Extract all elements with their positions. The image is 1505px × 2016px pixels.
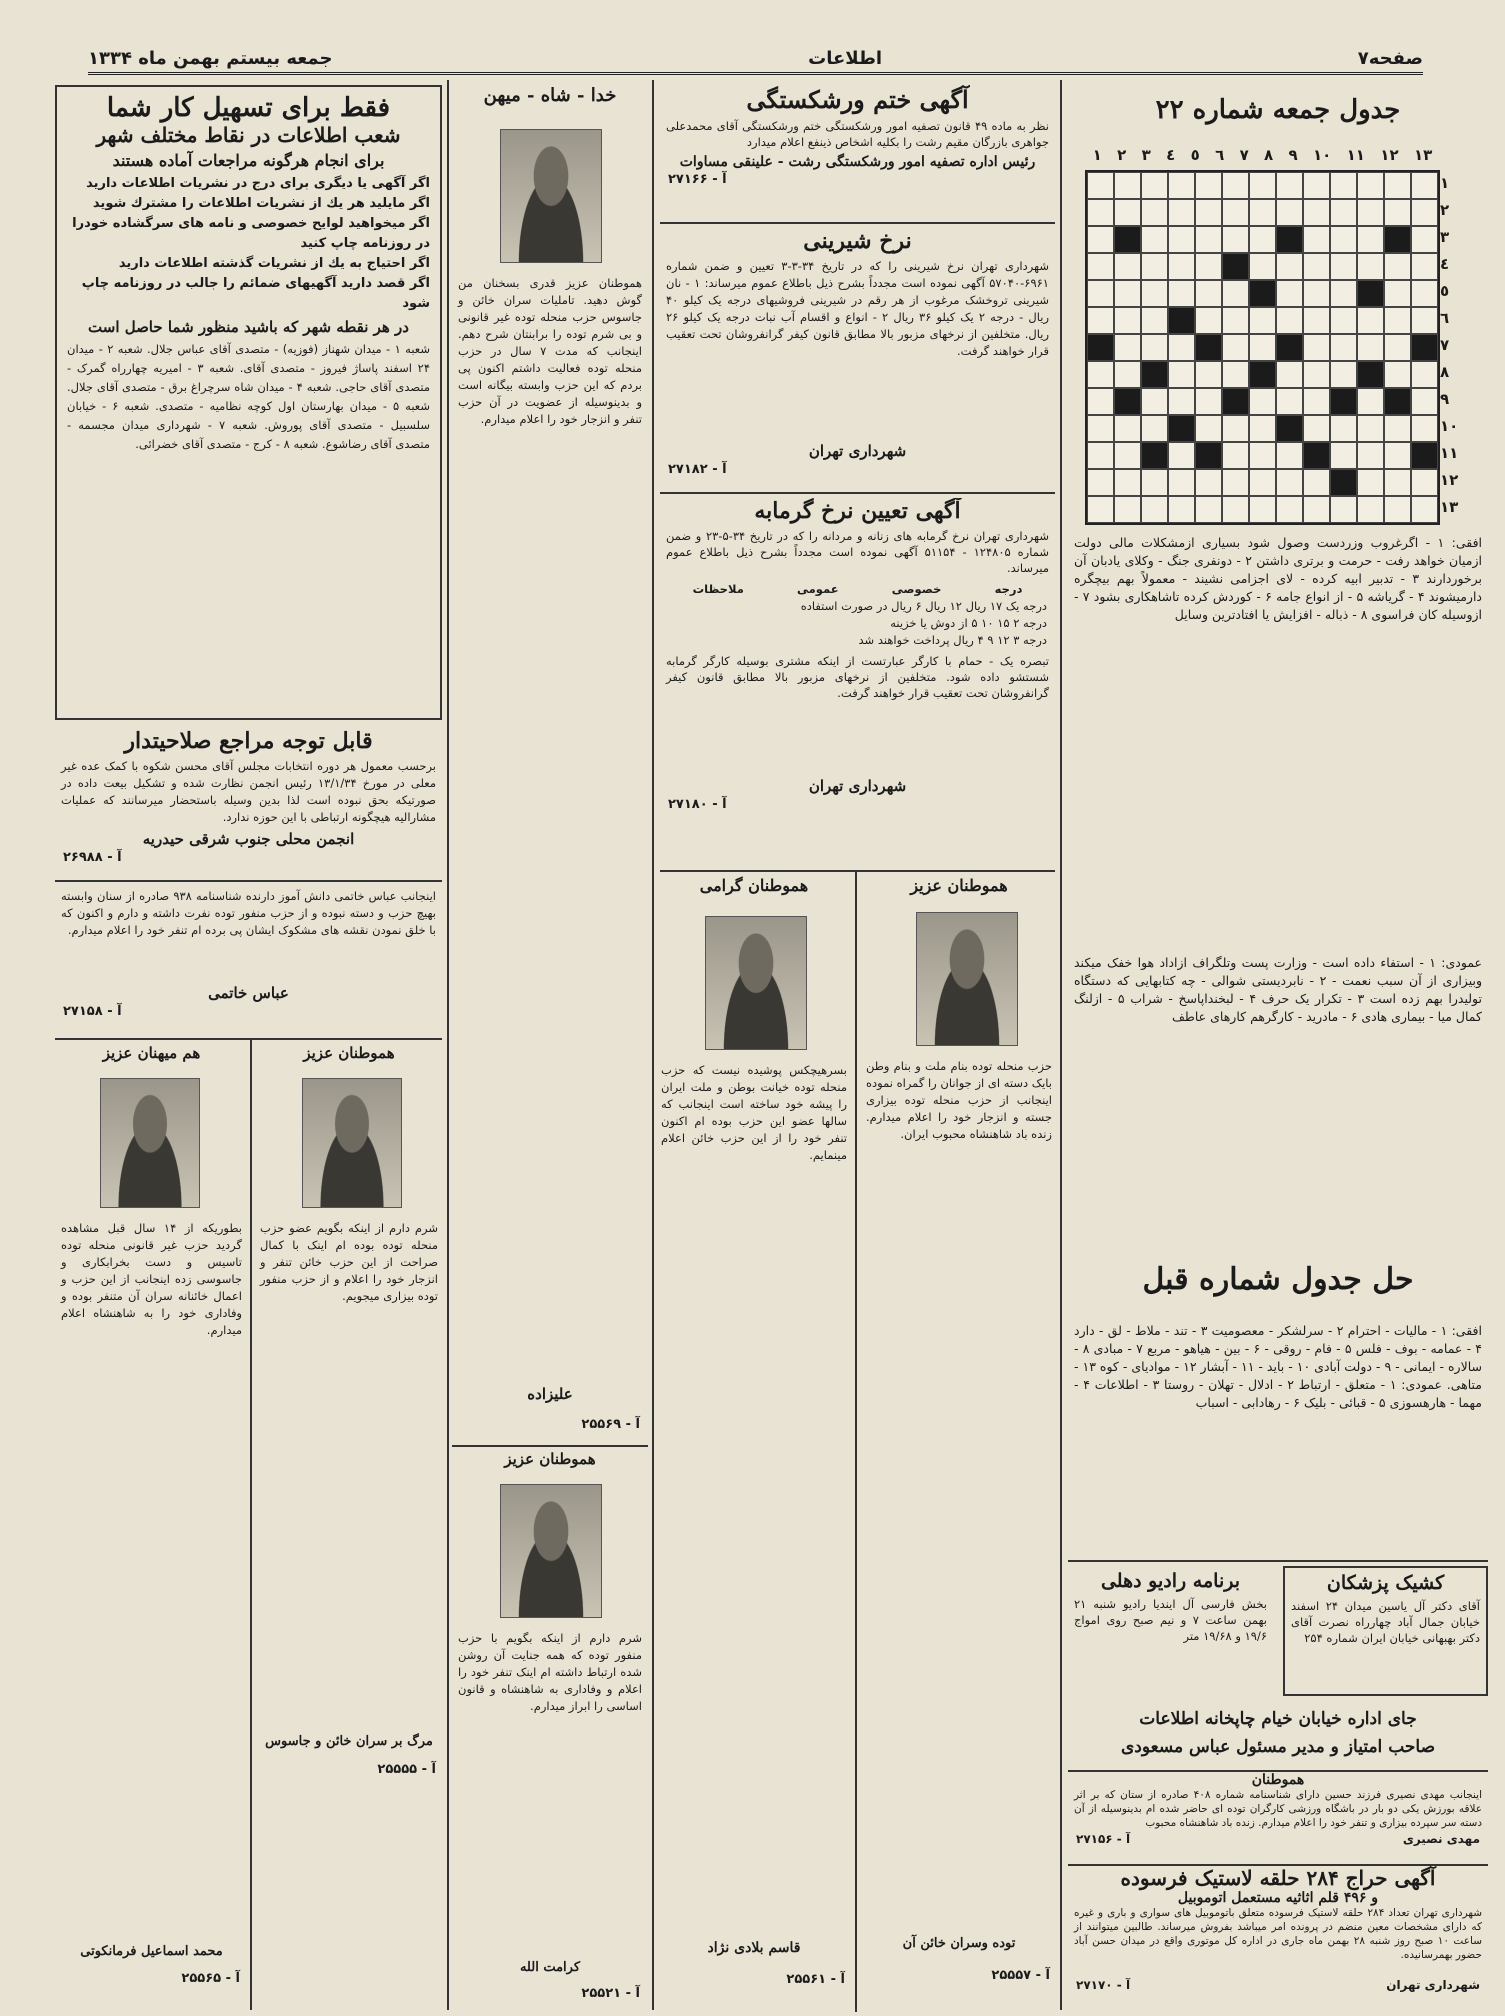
crossword-cell bbox=[1222, 442, 1249, 469]
bathhouse-price-notice: آگهی تعیین نرخ گرمابه شهرداری تهران نرخ گرمابه های زنانه و مردانه را که در تاریخ ۳۴-۵-۲۳ و ضمن شماره ۱۲۴۸۰۵ - ۵۱۱۵۴ آگهی نموده است مجدداً بشرح ذیل باطلاع عموم میرساند. درجه خصوصی عمومی ملاحظات درجه یک ۱۷ ریال ۱۲ ریال ۶ ریال در صورت استفاده درجه ۲ ۱۵ ۱۰ ۵ از دوش یا خزینه درجه ۳ ۱۲ ۹ ۴ ریال پرداخت خواهند شد تبصره یک - حمام با کارگر عبارتست از اینکه مشتری بوسیله کارگر گرمابه شستشو داده شود. متخلفین از نرخهای مزبور بالا مطابق قانون کیفر گرانفروشان تحت تعقیب قرار خواهند گرفت. شهرداری تهران آ - ۲۷۱۸۰ bbox=[660, 498, 1055, 868]
crossword-cell bbox=[1411, 253, 1438, 280]
crossword-cell bbox=[1357, 388, 1384, 415]
solution-title: حل جدول شماره قبل bbox=[1142, 1262, 1414, 1297]
crossword-cell bbox=[1384, 280, 1411, 307]
crossword-cell bbox=[1141, 334, 1168, 361]
crossword-cell bbox=[1384, 172, 1411, 199]
doctors-radio-box bbox=[1068, 1566, 1488, 1701]
crossword-row-number: ١ bbox=[1440, 174, 1450, 192]
crossword-title: جدول جمعه شماره ۲۲ bbox=[1155, 95, 1401, 125]
crossword-cell bbox=[1330, 172, 1357, 199]
crossword-cell bbox=[1357, 172, 1384, 199]
crossword-cell bbox=[1249, 334, 1276, 361]
crossword-col-number: ١٠ bbox=[1313, 146, 1332, 164]
divider bbox=[660, 222, 1055, 224]
notice-compatriots-d: هم میهنان عزیز بطوریکه از ۱۴ سال قبل مشاهده گردید حزب غیر قانونی منحله توده تاسیس و دست بخرابکاری و جاسوسی زده اینجانب از این حزب و اعمال خائنانه سران آن متنفر بوده و وفاداری خود را به شاهنشاه اعلام میدارم. محمد اسماعیل فرمانکوتی آ - ۲۵۵۶۵ bbox=[61, 1044, 243, 1986]
portrait-photo bbox=[500, 129, 602, 263]
table-row: درجه ۲ ۱۵ ۱۰ ۵ از دوش یا خزینه bbox=[890, 616, 1047, 630]
crossword-cell bbox=[1195, 442, 1222, 469]
crossword-cell bbox=[1411, 172, 1438, 199]
crossword-cell bbox=[1276, 415, 1303, 442]
crossword-cell bbox=[1249, 253, 1276, 280]
crossword-row-number: ١٠ bbox=[1440, 417, 1459, 435]
crossword-cell bbox=[1249, 307, 1276, 334]
crossword-cell bbox=[1303, 415, 1330, 442]
crossword-row-numbers bbox=[1440, 170, 1462, 521]
crossword-cell bbox=[1087, 307, 1114, 334]
list-item: اگر آگهی یا دیگری برای درج در نشریات اطلاعات دارید bbox=[86, 176, 430, 191]
crossword-cell bbox=[1141, 307, 1168, 334]
crossword-cell bbox=[1357, 226, 1384, 253]
crossword-cell bbox=[1303, 442, 1330, 469]
crossword-cell bbox=[1303, 199, 1330, 226]
crossword-col-number: ٦ bbox=[1215, 146, 1225, 164]
crossword-cell bbox=[1384, 334, 1411, 361]
crossword-cell bbox=[1303, 388, 1330, 415]
crossword-cell bbox=[1087, 442, 1114, 469]
crossword-cell bbox=[1222, 469, 1249, 496]
portrait-photo bbox=[302, 1078, 402, 1208]
crossword-cell bbox=[1195, 361, 1222, 388]
page-header bbox=[88, 45, 1423, 75]
crossword-cell bbox=[1276, 496, 1303, 523]
crossword-cell bbox=[1222, 496, 1249, 523]
crossword-cell bbox=[1114, 442, 1141, 469]
crossword-cell bbox=[1141, 361, 1168, 388]
signature-row: مهدی نصیری آ - ۲۷۱۵۶ bbox=[1076, 1832, 1480, 1846]
crossword-cell bbox=[1087, 496, 1114, 523]
crossword-down-clues: عمودی: ۱ - استفاء داده است - وزارت پست وتلگراف ازاداد هوا خفک میکند وبیزاری از آن سبب نعمت - ۲ - نابردیستی شوالی - چه کتابهایی که دستگاه تولیدرا بهم زده است ۳ - تکرار یک حرف ۴ - لبخنداپاسخ - شراب ۵ - ازلنگ کمال میا - بیماری هادی ۶ - مادرید - کارگرهم کارهای عاطف bbox=[1074, 955, 1482, 1024]
crossword-cell bbox=[1303, 469, 1330, 496]
crossword-cell bbox=[1141, 469, 1168, 496]
crossword-cell bbox=[1168, 280, 1195, 307]
crossword-cell bbox=[1276, 226, 1303, 253]
crossword-cell bbox=[1384, 415, 1411, 442]
portrait-photo bbox=[100, 1078, 200, 1208]
portrait-photo bbox=[916, 912, 1018, 1046]
divider bbox=[660, 492, 1055, 494]
crossword-cell bbox=[1195, 307, 1222, 334]
crossword-cell bbox=[1384, 226, 1411, 253]
crossword-cell bbox=[1195, 199, 1222, 226]
crossword-cell bbox=[1222, 280, 1249, 307]
crossword-cell bbox=[1249, 442, 1276, 469]
crossword-cell bbox=[1330, 442, 1357, 469]
crossword-cell bbox=[1114, 496, 1141, 523]
crossword-cell bbox=[1168, 361, 1195, 388]
crossword-cell bbox=[1303, 334, 1330, 361]
crossword-cell bbox=[1330, 361, 1357, 388]
crossword-cell bbox=[1276, 307, 1303, 334]
crossword-cell bbox=[1330, 415, 1357, 442]
crossword-cell bbox=[1114, 388, 1141, 415]
bathhouse-table bbox=[660, 598, 1055, 649]
sweets-price-notice: نرخ شیرینی شهرداری تهران نرخ شیرینی را که در تاریخ ۳۴-۳-۳ تعیین و ضمن شماره ۶۹۶۱-۵۷۰۴۰ آگهی نموده است مجدداً بشرح ذیل باطلاع عموم میرساند: ۱ - نان شیرینی تروخشک مرغوب از هر رقم در شیرینی فروشیهای درجه یک کیلو ۴۰ ریال - درجه ۲ یک کیلو ۳۶ ریال ۲ - انواع و اقسام آب نبات درجه یک کیلو ۲۶ ریال. متخلفین از نرخهای مزبور بالا مطابق قانون کیفر گرانفروشان تحت تعقیب قرار خواهند گرفت. شهرداری تهران آ - ۲۷۱۸۲ bbox=[666, 228, 1049, 477]
crossword-cell bbox=[1303, 172, 1330, 199]
crossword-cell bbox=[1384, 442, 1411, 469]
divider bbox=[55, 880, 442, 882]
crossword-cell bbox=[1087, 253, 1114, 280]
notice-compatriots-b: هموطنان عزیز حزب منحله توده بنام ملت و بنام وطن بایک دسته ای از جوانان را گمراه نموده اینجانب از حزب منحله توده بیزاری جسته و انزجار خود را اعلام میدارم. زنده باد شاهنشاه محبوب ایران. توده وسران خائن آن آ - ۲۵۵۵۷ bbox=[866, 876, 1052, 1983]
doctors-on-call: کشیک پزشکان آقای دکتر آل یاسین میدان ۲۴ اسفند خیابان جمال آباد چهارراه نصرت آقای دکتر بهبهانی خیابان ایران شماره ۲۵۴ bbox=[1283, 1566, 1488, 1696]
crossword-cell bbox=[1141, 172, 1168, 199]
crossword-cell bbox=[1276, 442, 1303, 469]
crossword-cell bbox=[1276, 334, 1303, 361]
table-row: درجه ۳ ۱۲ ۹ ۴ ریال پرداخت خواهند شد bbox=[858, 633, 1047, 647]
crossword-cell bbox=[1222, 361, 1249, 388]
crossword-cell bbox=[1114, 226, 1141, 253]
crossword-row-number: ١٣ bbox=[1440, 498, 1459, 516]
crossword-col-number: ٢ bbox=[1117, 146, 1127, 164]
notice-compatriots-a: هموطنان گرامی بسرهیچکس پوشیده نیست که حزب منحله توده خیانت بوطن و ملت ایران را پیشه خود ساخته است اینجانب که سالها عضو این حزب بوده ام اکنون تنفر خود را از این حزب خائن اعلام مینمایم. قاسم بلادی نژاد آ - ۲۵۵۶۱ bbox=[661, 876, 847, 1987]
crossword-cell bbox=[1168, 415, 1195, 442]
crossword-cell bbox=[1411, 334, 1438, 361]
notice-compatriots-c: هموطنان عزیز شرم دارم از اینکه بگویم عضو حزب منحله توده بوده ام اینک با کمال صراحت از این حزب خائن تنفر و انزجار خود را اعلام و از حزب منفور توده بیزاری میجویم. مرگ بر سران خائن و جاسوس آ - ۲۵۵۵۵ bbox=[260, 1044, 438, 1777]
crossword-cell bbox=[1249, 199, 1276, 226]
crossword-cell bbox=[1141, 496, 1168, 523]
divider bbox=[1068, 1560, 1488, 1562]
crossword-row-number: ١٢ bbox=[1440, 471, 1459, 489]
crossword-cell bbox=[1195, 226, 1222, 253]
crossword-cell bbox=[1168, 307, 1195, 334]
crossword-cell bbox=[1411, 415, 1438, 442]
crossword-cell bbox=[1411, 280, 1438, 307]
crossword-row-number: ٧ bbox=[1440, 336, 1450, 354]
crossword-cell bbox=[1330, 307, 1357, 334]
crossword-cell bbox=[1087, 172, 1114, 199]
crossword-cell bbox=[1411, 469, 1438, 496]
crossword-cell bbox=[1195, 172, 1222, 199]
crossword-cell bbox=[1141, 388, 1168, 415]
crossword-cell bbox=[1195, 334, 1222, 361]
crossword-cell bbox=[1114, 172, 1141, 199]
crossword-cell bbox=[1114, 199, 1141, 226]
crossword-cell bbox=[1249, 388, 1276, 415]
crossword-cell bbox=[1303, 226, 1330, 253]
crossword-cell bbox=[1303, 280, 1330, 307]
crossword-col-number: ١١ bbox=[1346, 146, 1365, 164]
crossword-cell bbox=[1357, 280, 1384, 307]
printing-info: جای اداره خیابان خیام چاپخانه اطلاعات صاحب امتیاز و مدیر مسئول عباس مسعودی bbox=[1120, 1709, 1436, 1757]
crossword-cell bbox=[1168, 226, 1195, 253]
crossword-cell bbox=[1114, 415, 1141, 442]
crossword-cell bbox=[1087, 334, 1114, 361]
list-item: اگر مایلید هر یك از نشریات اطلاعات را مشترك شوید bbox=[92, 196, 430, 211]
crossword-cell bbox=[1357, 442, 1384, 469]
crossword-cell bbox=[1330, 334, 1357, 361]
crossword-row-number: ٥ bbox=[1440, 282, 1450, 300]
crossword-cell bbox=[1222, 388, 1249, 415]
crossword-cell bbox=[1222, 253, 1249, 280]
bathhouse-table-head: درجه خصوصی عمومی ملاحظات bbox=[692, 582, 1023, 596]
crossword-col-number: ٩ bbox=[1288, 146, 1298, 164]
crossword-cell bbox=[1276, 253, 1303, 280]
crossword-cell bbox=[1330, 253, 1357, 280]
crossword-cell bbox=[1384, 469, 1411, 496]
crossword-cell bbox=[1384, 496, 1411, 523]
crossword-cell bbox=[1276, 172, 1303, 199]
crossword-cell bbox=[1168, 172, 1195, 199]
crossword-cell bbox=[1249, 361, 1276, 388]
column-rule bbox=[855, 872, 857, 2012]
crossword-col-number: ١ bbox=[1092, 146, 1102, 164]
crossword-cell bbox=[1384, 361, 1411, 388]
crossword-cell bbox=[1114, 469, 1141, 496]
crossword-cell bbox=[1249, 469, 1276, 496]
crossword-cell bbox=[1330, 226, 1357, 253]
crossword-cell bbox=[1114, 334, 1141, 361]
crossword-cell bbox=[1168, 388, 1195, 415]
column-rule bbox=[652, 80, 654, 2010]
ittelaat-branches-ad: فقط برای تسهیل کار شما شعب اطلاعات در نقاط مختلف شهر برای انجام هرگونه مراجعات آماده هستند اگر آگهی یا دیگری برای درج در نشریات اطلاعات دارید اگر مایلید هر یك از نشریات اطلاعات را مشترك شوید اگر میخواهید لوایح خصوصی و نامه های سرگشاده خودرا در روزنامه چاپ کنید اگر احتیاج به یك از نشریات گذشته اطلاعات دارید اگر قصد دارید آگهیهای ضمائم را جالب در روزنامه چاپ شود در هر نقطه شهر که باشید منظور شما حاصل است شعبه ۱ - میدان شهناز (فوزیه) - متصدی آقای عباس جلال. شعبه ۲ - میدان ۲۴ اسفند پاساژ فیروز - متصدی آقای. شعبه ۳ - امیریه چهارراه گمرک - متصدی آقای حاجی. شعبه ۴ - میدان شاه سرچراغ برق - متصدی آقای جلال. شعبه ۵ - میدان بهارستان اول کوچه نظامیه - متصدی. شعبه ۶ - خیابان سلسبیل - متصدی آقای پوروش. شعبه ۷ - شهرداری میدان مجسمه - متصدی آقای رضاشوع. شعبه ۸ - کرج - متصدی آقای خضرائی. bbox=[55, 85, 442, 720]
crossword-cell bbox=[1141, 415, 1168, 442]
crossword-cell bbox=[1168, 334, 1195, 361]
crossword-cell bbox=[1384, 199, 1411, 226]
crossword-row-number: ٢ bbox=[1440, 201, 1450, 219]
paper-name: اطلاعات bbox=[808, 48, 883, 69]
crossword-column-numbers bbox=[1085, 146, 1440, 164]
crossword-cell bbox=[1222, 415, 1249, 442]
crossword-cell bbox=[1168, 199, 1195, 226]
crossword-cell bbox=[1357, 199, 1384, 226]
crossword-cell bbox=[1357, 469, 1384, 496]
crossword-cell bbox=[1330, 388, 1357, 415]
crossword-cell bbox=[1087, 415, 1114, 442]
crossword-row-number: ١١ bbox=[1440, 444, 1459, 462]
crossword-cell bbox=[1114, 307, 1141, 334]
crossword-cell bbox=[1411, 307, 1438, 334]
crossword-cell bbox=[1087, 199, 1114, 226]
signature-row: شهرداری تهران آ - ۲۷۱۷۰ bbox=[1076, 1978, 1480, 1992]
crossword-cell bbox=[1357, 253, 1384, 280]
crossword-cell bbox=[1114, 253, 1141, 280]
crossword-cell bbox=[1141, 199, 1168, 226]
solution-text: افقی: ۱ - مالیات - احترام ۲ - سرلشکر - معصومیت ۳ - تند - ملاط - لق - دارد ۴ - عمامه - بوف - فلس ۵ - فام - روقی - ۶ - بین - هیاهو - مربع ۷ - مبادی ۸ - سالاره - ایمانی - ۹ - دولت آبادی ۱۰ - باید - ۱۱ - آبشار ۱۲ - موادیای - کوه ۱۳ - متاهی. عمودی: ۱ - متعلق - ارتباط ۲ - ادلال - تهلان - روستا ۳ - اطلاعات ۴ - مهما - هارهسوزی ۵ - قبائی - بلیک ۶ - رهادابی - اسباب bbox=[1074, 1323, 1483, 1410]
crossword-cell bbox=[1222, 307, 1249, 334]
crossword-cell bbox=[1087, 388, 1114, 415]
crossword-col-number: ١٢ bbox=[1380, 146, 1399, 164]
crossword-cell bbox=[1330, 496, 1357, 523]
crossword-cell bbox=[1168, 442, 1195, 469]
crossword-cell bbox=[1249, 226, 1276, 253]
crossword-cell bbox=[1303, 361, 1330, 388]
crossword-row-number: ٦ bbox=[1440, 309, 1450, 327]
crossword-cell bbox=[1249, 172, 1276, 199]
column-rule bbox=[250, 1040, 252, 2010]
crossword-cell bbox=[1195, 388, 1222, 415]
auction-notice: آگهی حراج ۲۸۴ حلقه لاستیک فرسوده و ۴۹۶ قلم اثاثیه مستعمل اتوموبیل شهرداری تهران تعداد ۲۸۴ حلقه لاستیک فرسوده متعلق باتوموبیل های سواری و باری و غیره که دارای مشخصات معین منضم در پرونده امر میباشد بفروش میرساند. طالبین میتوانند از ساعت ۱۰ صبح روز شنبه ۲۸ بهمن ماه جاری در اداره کل موتوری واقع در میدان حسن آباد حضور بهمرسانیده. شهرداری تهران آ - ۲۷۱۷۰ bbox=[1068, 1866, 1488, 2012]
crossword-cell bbox=[1357, 334, 1384, 361]
crossword-cell bbox=[1276, 361, 1303, 388]
crossword-cell bbox=[1303, 253, 1330, 280]
crossword-cell bbox=[1222, 334, 1249, 361]
crossword-cell bbox=[1087, 361, 1114, 388]
crossword-cell bbox=[1249, 415, 1276, 442]
attention-notice: قابل توجه مراجع صلاحیتدار برحسب معمول هر دوره انتخابات مجلس آقای محسن شکوه با کمک عده غیر معلی در مورخ ۱۳/۱/۳۴ رئیس انجمن نظارت شده و تشکیل بیعت داده در صورتیکه بحق نبوده است لذا بدین وسیله باستحضار میرسانند که عملیات مشارالیه هیچگونه ارتباطی با این حوزه ندارد. انجمن محلی جنوب شرقی حیدریه آ - ۲۶۹۸۸ bbox=[61, 728, 436, 865]
crossword-cell bbox=[1249, 496, 1276, 523]
crossword-col-number: ٥ bbox=[1190, 146, 1200, 164]
crossword-cell bbox=[1087, 226, 1114, 253]
page-number: صفحه۷ bbox=[1357, 48, 1423, 69]
crossword-cell bbox=[1276, 199, 1303, 226]
crossword-cell bbox=[1222, 199, 1249, 226]
crossword-cell bbox=[1411, 361, 1438, 388]
crossword-cell bbox=[1195, 280, 1222, 307]
crossword-cell bbox=[1222, 226, 1249, 253]
crossword-grid bbox=[1085, 170, 1440, 525]
crossword-cell bbox=[1222, 172, 1249, 199]
crossword-cell bbox=[1141, 253, 1168, 280]
radio-delhi: برنامه رادیو دهلی بخش فارسی آل ایندیا رادیو شنبه ۲۱ بهمن ساعت ۷ و نیم صبح روی امواج ۱۹/۶ و ۱۹/۶۸ متر bbox=[1074, 1570, 1267, 1643]
bankruptcy-notice: آگهی ختم ورشکستگی نظر به ماده ۴۹ قانون تصفیه امور ورشکستگی ختم ورشکستگی آقای محمدعلی جواهری بازرگان مقیم رشت را بکلیه اشخاص ذینفع اعلام میدارد رئیس اداره تصفیه امور ورشکستگی رشت - علینقی مساوات آ - ۲۷۱۶۶ bbox=[666, 85, 1049, 187]
crossword-cell bbox=[1141, 226, 1168, 253]
crossword-cell bbox=[1168, 496, 1195, 523]
crossword-cell bbox=[1357, 415, 1384, 442]
crossword-cell bbox=[1276, 388, 1303, 415]
crossword-cell bbox=[1087, 280, 1114, 307]
portrait-photo bbox=[500, 1484, 602, 1618]
list-item: اگر میخواهید لوایح خصوصی و نامه های سرگشاده خودرا در روزنامه چاپ کنید bbox=[72, 216, 430, 251]
column-rule bbox=[1060, 80, 1062, 2010]
divider bbox=[660, 870, 1055, 872]
crossword-cell bbox=[1195, 469, 1222, 496]
ad-bullet-list bbox=[57, 170, 440, 318]
crossword-cell bbox=[1087, 469, 1114, 496]
crossword-cell bbox=[1357, 496, 1384, 523]
crossword-row-number: ٣ bbox=[1440, 228, 1450, 246]
crossword-cell bbox=[1276, 280, 1303, 307]
crossword-row-number: ٨ bbox=[1440, 363, 1450, 381]
crossword-cell bbox=[1195, 415, 1222, 442]
crossword-col-number: ٣ bbox=[1141, 146, 1151, 164]
crossword-cell bbox=[1411, 442, 1438, 469]
crossword-col-number: ٨ bbox=[1264, 146, 1274, 164]
crossword-cell bbox=[1195, 253, 1222, 280]
crossword-cell bbox=[1303, 307, 1330, 334]
notice-compatriots-e: هموطنان عزیز شرم دارم از اینکه بگویم با حزب منفور توده که همه جنایت آن روشن شده ارتباط داشته ام اینک تنفر خود را اعلام و وفاداری به شاهنشاه و قانون اساسی را ابراز میدارم. کرامت الله آ - ۲۵۵۲۱ bbox=[458, 1450, 642, 2001]
crossword-cell bbox=[1384, 307, 1411, 334]
crossword-cell bbox=[1249, 280, 1276, 307]
crossword-cell bbox=[1330, 469, 1357, 496]
issue-date: جمعه بیستم بهمن ماه ۱۳۳۴ bbox=[88, 48, 333, 69]
crossword-col-number: ٧ bbox=[1239, 146, 1249, 164]
list-item: اگر قصد دارید آگهیهای ضمائم را جالب در روزنامه چاپ شود bbox=[81, 276, 430, 311]
crossword-cell bbox=[1411, 388, 1438, 415]
crossword-col-number: ٤ bbox=[1166, 146, 1176, 164]
crossword-cell bbox=[1384, 388, 1411, 415]
crossword-cell bbox=[1411, 496, 1438, 523]
crossword-cell bbox=[1276, 469, 1303, 496]
crossword-cell bbox=[1141, 442, 1168, 469]
notice-god-shah-homeland: خدا - شاه - میهن هموطنان عزیز قدری بسخنان من گوش دهید. تاملیات سران خائن و جاسوس حزب منحله توده غیر قانونی و بی شرم توده را برابنتان شرح دهم. اینجانب که مدت ۷ سال در حزب منحله توده فعالیت داشتم اکنون پی بردم که این حزب وابسته بیگانه است و بدینوسیله از عضویت در آن حزب تنفر و انزجار خود را اعلام میدارم. علیزاده آ - ۲۵۵۶۹ bbox=[458, 85, 642, 1432]
column-rule bbox=[447, 80, 449, 2010]
list-item: اگر احتیاج به یك از نشریات گذشته اطلاعات دارید bbox=[118, 256, 430, 271]
crossword-cell bbox=[1303, 496, 1330, 523]
crossword-cell bbox=[1168, 469, 1195, 496]
crossword-row-number: ٩ bbox=[1440, 390, 1450, 408]
crossword-cell bbox=[1330, 199, 1357, 226]
divider bbox=[55, 1038, 442, 1040]
divider bbox=[452, 1445, 648, 1447]
crossword-col-number: ١٣ bbox=[1413, 146, 1433, 164]
crossword-cell bbox=[1411, 199, 1438, 226]
crossword-cell bbox=[1141, 280, 1168, 307]
crossword-row-number: ٤ bbox=[1440, 255, 1450, 273]
portrait-photo bbox=[705, 916, 807, 1050]
abbas-khatami-notice: اینجانب عباس خاتمی دانش آموز دارنده شناسنامه ۹۳۸ صادره از سنان وابسته بهیچ حزب و دسته نبوده و از حزب منفور توده نفرت داشته و دارم و اکنون که با خلق نمودن نقشه های مشکوک ایشان پی برده ام تنفر خود را اعلام میدارم. عباس خاتمی آ - ۲۷۱۵۸ bbox=[61, 889, 436, 1019]
crossword-cell bbox=[1411, 226, 1438, 253]
crossword-cell bbox=[1195, 496, 1222, 523]
notice-compatriot-f: هموطنان اینجانب مهدی نصیری فرزند حسین دارای شناسنامه شماره ۴۰۸ صادره از ستان که بر اثر علاقه بورزش یکی دو بار در باشگاه ورزشی کارگران توده ای حاضر شده ام بدینوسیله از آن دسته سر سپرده بیزاری و تنفر خود را اعلام میدارم. زنده باد شاهنشاه محبوب مهدی نصیری آ - ۲۷۱۵۶ bbox=[1068, 1772, 1488, 1862]
table-row: درجه یک ۱۷ ریال ۱۲ ریال ۶ ریال در صورت استفاده bbox=[800, 599, 1047, 613]
crossword-cell bbox=[1114, 280, 1141, 307]
crossword-cell bbox=[1357, 361, 1384, 388]
crossword-across-clues: افقی: ۱ - اگرغروب وزردست وصول شود بسیاری ازمشکلات مالی دولت ازمیان خواهد رفت - حرمت و برتری داشتن ۲ - دونفری جنگ - وکلای یادبان آن برخوردارند ۳ - تدبیر ابیه کرده - لای اجزامی نشیند - معمولاً بهم بیچگره دارمیشوند ۴ - گریاشه ۵ - از انواع جامه ۶ - کوردش کرده تاشاهکاری بشود ۷ - ازوسیله کان فراسوی ۸ - ذباله - افزایش یا افتادترین وسایل bbox=[1074, 535, 1483, 622]
crossword-cell bbox=[1384, 253, 1411, 280]
crossword-cell bbox=[1168, 253, 1195, 280]
crossword-cell bbox=[1330, 280, 1357, 307]
crossword-cell bbox=[1357, 307, 1384, 334]
crossword-cell bbox=[1114, 361, 1141, 388]
